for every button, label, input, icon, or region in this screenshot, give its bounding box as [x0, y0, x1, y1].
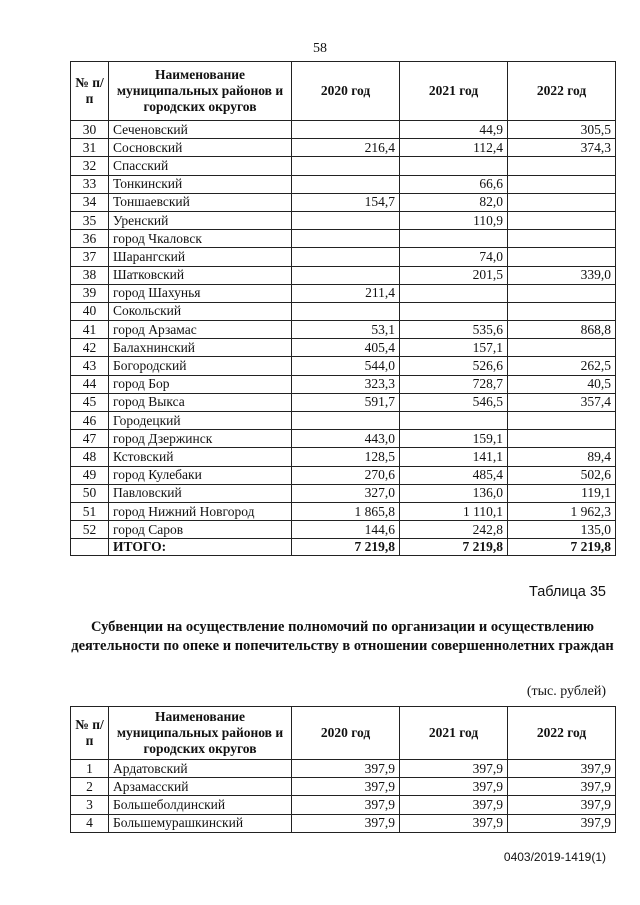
value-2022 [508, 430, 616, 448]
total-2021: 7 219,8 [400, 539, 508, 556]
district-name: город Шахунья [109, 284, 292, 302]
total-2022: 7 219,8 [508, 539, 616, 556]
value-2022 [508, 230, 616, 248]
value-2020: 443,0 [292, 430, 400, 448]
row-number: 47 [71, 430, 109, 448]
value-2020: 397,9 [292, 778, 400, 796]
header-name: Наименование муниципальных районов и городских округов [109, 707, 292, 760]
district-name: Павловский [109, 484, 292, 502]
table-row [71, 121, 616, 139]
row-number: 41 [71, 321, 109, 339]
header-2022: 2022 год [508, 707, 616, 760]
value-2022 [508, 157, 616, 175]
value-2021 [400, 284, 508, 302]
value-2020 [292, 266, 400, 284]
value-2020: 405,4 [292, 339, 400, 357]
value-2020: 53,1 [292, 321, 400, 339]
table-row [71, 466, 616, 484]
value-2022: 262,5 [508, 357, 616, 375]
value-2021: 397,9 [400, 778, 508, 796]
value-2021: 535,6 [400, 321, 508, 339]
value-2021: 110,9 [400, 211, 508, 229]
row-number: 35 [71, 211, 109, 229]
value-2022: 397,9 [508, 814, 616, 832]
row-number: 36 [71, 230, 109, 248]
table-row [71, 393, 616, 411]
value-2020 [292, 412, 400, 430]
table-row [71, 484, 616, 502]
value-2022 [508, 339, 616, 357]
value-2022 [508, 302, 616, 320]
row-number: 43 [71, 357, 109, 375]
table-caption: Таблица 35 [528, 584, 606, 600]
value-2021 [400, 412, 508, 430]
row-number: 46 [71, 412, 109, 430]
value-2020: 211,4 [292, 284, 400, 302]
district-name: Богородский [109, 357, 292, 375]
row-number: 44 [71, 375, 109, 393]
section-title: Субвенции на осуществление полномочий по организации и осуществлению деятельности по опеке и попечительству в отношении совершеннолетних граждан [71, 619, 614, 654]
value-2022 [508, 193, 616, 211]
guardianship-subventions-table [70, 706, 616, 833]
value-2021 [400, 302, 508, 320]
row-number: 37 [71, 248, 109, 266]
header-2021: 2021 год [400, 707, 508, 760]
value-2020: 544,0 [292, 357, 400, 375]
district-name: Большемурашкинский [109, 814, 292, 832]
value-2022: 502,6 [508, 466, 616, 484]
table-row [71, 796, 616, 814]
value-2021: 397,9 [400, 796, 508, 814]
value-2021: 136,0 [400, 484, 508, 502]
value-2021 [400, 157, 508, 175]
row-number: 51 [71, 502, 109, 520]
table-row [71, 339, 616, 357]
value-2022: 374,3 [508, 139, 616, 157]
row-number: 31 [71, 139, 109, 157]
table-row [71, 175, 616, 193]
value-2021: 728,7 [400, 375, 508, 393]
row-number: 52 [71, 521, 109, 539]
district-name: Большеболдинский [109, 796, 292, 814]
header-num: № п/п [71, 62, 109, 121]
value-2021: 526,6 [400, 357, 508, 375]
value-2020: 397,9 [292, 760, 400, 778]
value-2021: 159,1 [400, 430, 508, 448]
value-2022: 397,9 [508, 796, 616, 814]
table-row [71, 502, 616, 520]
districts-table-continued [70, 61, 616, 556]
district-name: город Чкаловск [109, 230, 292, 248]
header-2020: 2020 год [292, 62, 400, 121]
document-code: 0403/2019-1419(1) [503, 850, 606, 864]
value-2022: 1 962,3 [508, 502, 616, 520]
table-row [71, 357, 616, 375]
value-2022: 135,0 [508, 521, 616, 539]
total-label: ИТОГО: [109, 539, 292, 556]
district-name: Тоншаевский [109, 193, 292, 211]
row-number: 48 [71, 448, 109, 466]
table-row [71, 412, 616, 430]
value-2020: 323,3 [292, 375, 400, 393]
value-2021: 546,5 [400, 393, 508, 411]
table-row [71, 230, 616, 248]
value-2022: 119,1 [508, 484, 616, 502]
value-2021: 141,1 [400, 448, 508, 466]
value-2021: 82,0 [400, 193, 508, 211]
header-2020: 2020 год [292, 707, 400, 760]
value-2022 [508, 248, 616, 266]
value-2021: 201,5 [400, 266, 508, 284]
table-row [71, 448, 616, 466]
value-2021: 397,9 [400, 760, 508, 778]
district-name: город Кулебаки [109, 466, 292, 484]
table-row [71, 521, 616, 539]
district-name: город Нижний Новгород [109, 502, 292, 520]
district-name: город Выкса [109, 393, 292, 411]
value-2021: 485,4 [400, 466, 508, 484]
value-2022: 339,0 [508, 266, 616, 284]
page-number: 58 [313, 41, 327, 56]
table-row [71, 430, 616, 448]
value-2021: 242,8 [400, 521, 508, 539]
row-number: 45 [71, 393, 109, 411]
district-name: Тонкинский [109, 175, 292, 193]
value-2020 [292, 211, 400, 229]
table-row [71, 157, 616, 175]
row-number: 38 [71, 266, 109, 284]
value-2022: 397,9 [508, 778, 616, 796]
row-number: 39 [71, 284, 109, 302]
value-2022 [508, 175, 616, 193]
total-2020: 7 219,8 [292, 539, 400, 556]
value-2022 [508, 284, 616, 302]
district-name: город Саров [109, 521, 292, 539]
district-name: Уренский [109, 211, 292, 229]
row-number: 49 [71, 466, 109, 484]
value-2021: 1 110,1 [400, 502, 508, 520]
table-row [71, 284, 616, 302]
table-row [71, 193, 616, 211]
table-header-row [71, 62, 616, 121]
row-number: 42 [71, 339, 109, 357]
value-2020: 1 865,8 [292, 502, 400, 520]
row-number: 34 [71, 193, 109, 211]
table-row [71, 139, 616, 157]
table-row [71, 266, 616, 284]
value-2022: 89,4 [508, 448, 616, 466]
table-row [71, 375, 616, 393]
value-2020: 591,7 [292, 393, 400, 411]
table-body [71, 121, 616, 539]
table-body [71, 760, 616, 833]
table-row [71, 248, 616, 266]
district-name: город Дзержинск [109, 430, 292, 448]
value-2020 [292, 175, 400, 193]
district-name: Спасский [109, 157, 292, 175]
value-2021: 66,6 [400, 175, 508, 193]
value-2020: 327,0 [292, 484, 400, 502]
value-2022: 305,5 [508, 121, 616, 139]
district-name: Шарангский [109, 248, 292, 266]
row-number: 50 [71, 484, 109, 502]
header-num: № п/п [71, 707, 109, 760]
value-2021: 397,9 [400, 814, 508, 832]
row-number: 30 [71, 121, 109, 139]
value-2022: 357,4 [508, 393, 616, 411]
value-2021 [400, 230, 508, 248]
value-2021: 74,0 [400, 248, 508, 266]
table-row [71, 814, 616, 832]
table-row [71, 211, 616, 229]
table-row [71, 760, 616, 778]
district-name: Сеченовский [109, 121, 292, 139]
row-number: 3 [71, 796, 109, 814]
value-2022 [508, 412, 616, 430]
district-name: Кстовский [109, 448, 292, 466]
value-2022: 868,8 [508, 321, 616, 339]
district-name: Шатковский [109, 266, 292, 284]
value-2020 [292, 302, 400, 320]
header-name: Наименование муниципальных районов и городских округов [109, 62, 292, 121]
value-2021: 44,9 [400, 121, 508, 139]
row-number: 32 [71, 157, 109, 175]
row-number: 33 [71, 175, 109, 193]
value-2022 [508, 211, 616, 229]
units-label: (тыс. рублей) [526, 684, 606, 699]
value-2020 [292, 248, 400, 266]
table-row [71, 778, 616, 796]
header-2021: 2021 год [400, 62, 508, 121]
value-2021: 112,4 [400, 139, 508, 157]
row-number: 2 [71, 778, 109, 796]
row-number: 4 [71, 814, 109, 832]
total-num-cell [71, 539, 109, 556]
value-2022: 40,5 [508, 375, 616, 393]
value-2020 [292, 121, 400, 139]
table-row [71, 321, 616, 339]
value-2020: 128,5 [292, 448, 400, 466]
value-2021: 157,1 [400, 339, 508, 357]
row-number: 40 [71, 302, 109, 320]
district-name: Арзамасский [109, 778, 292, 796]
district-name: Ардатовский [109, 760, 292, 778]
table-header-row [71, 707, 616, 760]
value-2020: 144,6 [292, 521, 400, 539]
table-row [71, 302, 616, 320]
district-name: Городецкий [109, 412, 292, 430]
district-name: Сокольский [109, 302, 292, 320]
value-2020: 397,9 [292, 814, 400, 832]
value-2020: 270,6 [292, 466, 400, 484]
district-name: город Бор [109, 375, 292, 393]
row-number: 1 [71, 760, 109, 778]
value-2020: 154,7 [292, 193, 400, 211]
header-2022: 2022 год [508, 62, 616, 121]
district-name: город Арзамас [109, 321, 292, 339]
value-2022: 397,9 [508, 760, 616, 778]
value-2020 [292, 230, 400, 248]
value-2020 [292, 157, 400, 175]
value-2020: 397,9 [292, 796, 400, 814]
district-name: Балахнинский [109, 339, 292, 357]
district-name: Сосновский [109, 139, 292, 157]
value-2020: 216,4 [292, 139, 400, 157]
total-row [71, 539, 616, 556]
